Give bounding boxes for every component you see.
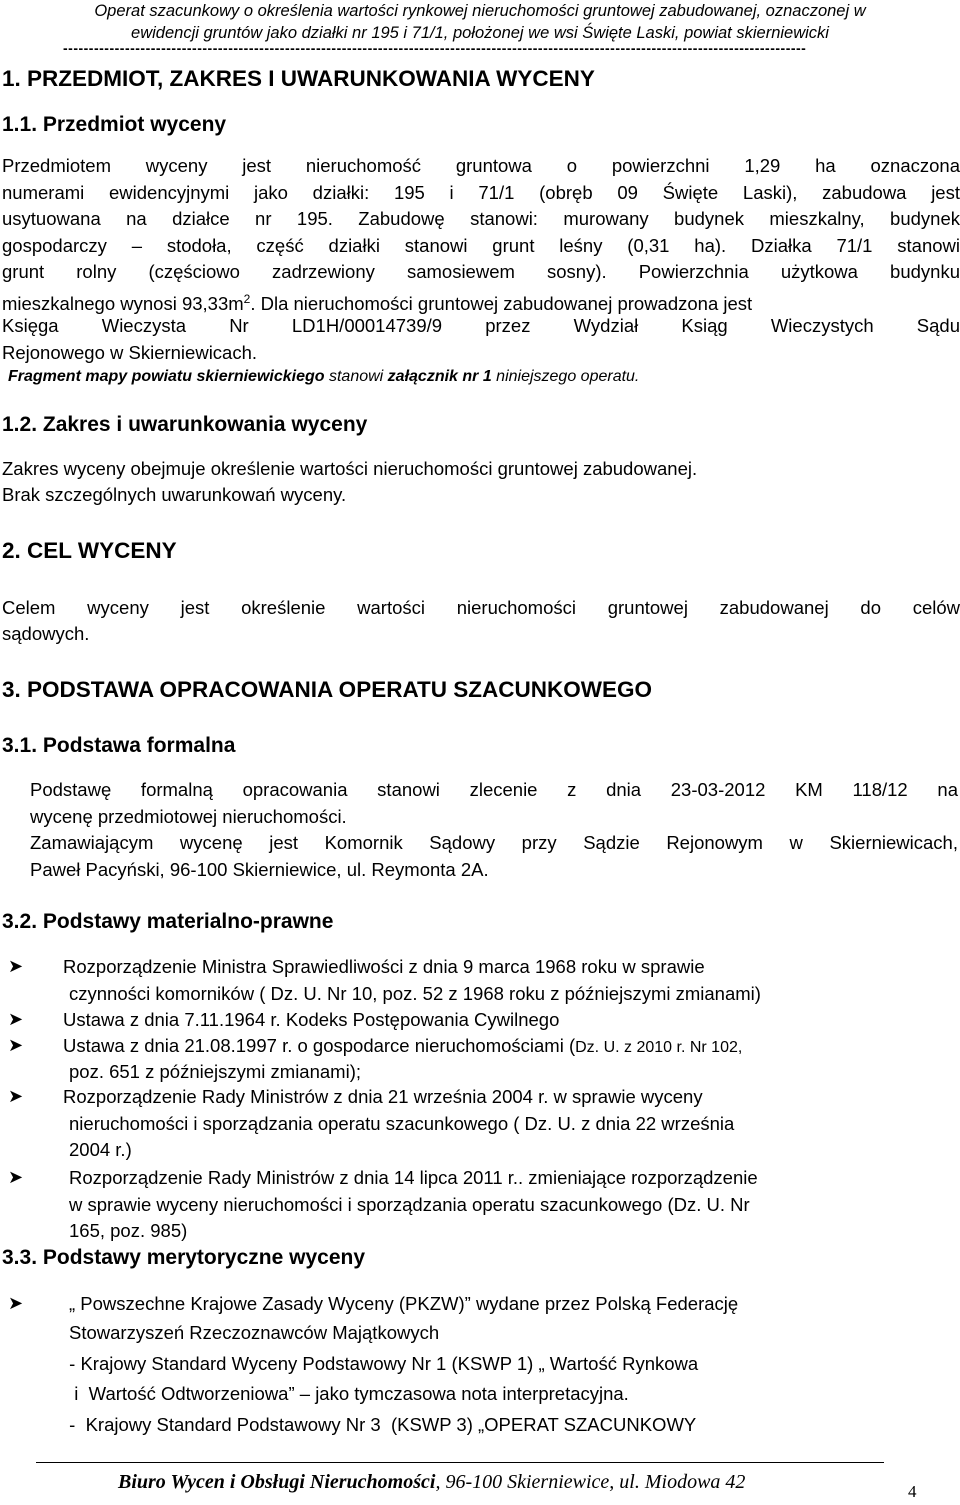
paragraph-line: wycenę przedmiotowej nieruchomości. <box>30 806 347 827</box>
footer-rule <box>36 1462 884 1463</box>
arrowhead-bullet-icon: ➤ <box>8 1293 24 1313</box>
section-1-2-heading: 1.2. Zakres i uwarunkowania wyceny <box>2 413 368 436</box>
section-3-1-heading: 3.1. Podstawa formalna <box>2 734 236 757</box>
note-text-end: niniejszego operatu. <box>491 368 640 385</box>
paragraph-line: Zakres wyceny obejmuje określenie wartości nieruchomości gruntowej zabudowanej. <box>2 458 698 479</box>
paragraph-line: Przedmiotem wyceny jest nieruchomość gruntowa o powierzchni 1,29 ha oznaczona <box>2 155 960 176</box>
bullet-text-cont: poz. 651 z późniejszymi zmianami); <box>69 1061 361 1082</box>
note-text: stanowi <box>324 368 388 385</box>
bullet-text-cont: 165, poz. 985) <box>69 1220 188 1241</box>
paragraph-line: Podstawę formalną opracowania stanowi zlecenie z dnia 23-03-2012 KM 118/12 na <box>30 779 958 800</box>
footer-company: Biuro Wycen i Obsługi Nieruchomości <box>118 1471 436 1493</box>
bullet-text: „ Powszechne Krajowe Zasady Wyceny (PKZW)” wydane przez Polską Federację <box>69 1293 739 1314</box>
bullet-text: Ustawa z dnia 7.11.1964 r. Kodeks Postępowania Cywilnego <box>63 1009 560 1030</box>
bullet-text-cont: nieruchomości i sporządzania operatu szacunkowego ( Dz. U. z dnia 22 września <box>69 1113 735 1134</box>
page-number: 4 <box>908 1482 917 1501</box>
footer <box>118 1471 745 1494</box>
section-3-2-heading: 3.2. Podstawy materialno-prawne <box>2 910 334 933</box>
bullet-text: Rozporządzenie Ministra Sprawiedliwości z dnia 9 marca 1968 roku w sprawie <box>63 956 705 977</box>
running-header-line-2: ewidencji gruntów jako działki nr 195 i 71/1, położonej we wsi Święte Laski, powiat skierniewicki <box>131 24 829 42</box>
section-1-1-heading: 1.1. Przedmiot wyceny <box>2 113 227 136</box>
arrowhead-bullet-icon: ➤ <box>8 1009 24 1029</box>
attachment-note <box>8 368 639 386</box>
standard-line: - Krajowy Standard Wyceny Podstawowy Nr 1 (KSWP 1) „ Wartość Rynkowa <box>64 1353 699 1374</box>
paragraph-line: sądowych. <box>2 623 90 644</box>
bullet-text-cont: 2004 r.) <box>69 1139 132 1160</box>
header-dashed-rule: ------------------------------------------------------------------------------------------------------------------------------------------------ <box>63 40 807 56</box>
bullet-text: Ustawa z dnia 21.08.1997 r. o gospodarce nieruchomościami ( <box>63 1035 576 1056</box>
arrowhead-bullet-icon: ➤ <box>8 1035 24 1055</box>
arrowhead-bullet-icon: ➤ <box>8 1167 24 1187</box>
paragraph-line: Zamawiającym wycenę jest Komornik Sądowy przy Sądzie Rejonowym w Skierniewicach, <box>30 832 958 853</box>
section-3-heading: 3. PODSTAWA OPRACOWANIA OPERATU SZACUNKOWEGO <box>2 677 653 702</box>
bullet-text: Rozporządzenie Rady Ministrów z dnia 14 lipca 2011 r.. zmieniające rozporządzenie <box>69 1167 758 1188</box>
paragraph-line: Celem wyceny jest określenie wartości nieruchomości gruntowej zabudowanej do celów <box>2 597 960 618</box>
footer-address: , 96-100 Skierniewice, ul. Miodowa 42 <box>435 1471 746 1493</box>
section-3-3-heading: 3.3. Podstawy merytoryczne wyceny <box>2 1246 365 1269</box>
paragraph-line: Brak szczególnych uwarunkowań wyceny. <box>2 484 347 505</box>
bullet-text-small: Dz. U. z 2010 r. Nr 102, <box>575 1039 743 1056</box>
superscript-2: 2 <box>243 292 251 306</box>
paragraph-line: gospodarczy – stodoła, część działki stanowi grunt leśny (0,31 ha). Działka 71/1 stanowi <box>2 235 960 256</box>
paragraph-line: Rejonowego w Skierniewicach. <box>2 342 258 363</box>
note-bold: Fragment mapy powiatu skierniewickiego <box>8 368 325 385</box>
bullet-text-cont: czynności komorników ( Dz. U. Nr 10, poz. 52 z 1968 roku z późniejszymi zmianami) <box>69 983 761 1004</box>
paragraph-line: grunt rolny (częściowo zadrzewiony samosiewem sosny). Powierzchnia użytkowa budynku <box>2 261 960 282</box>
arrowhead-bullet-icon: ➤ <box>8 1086 24 1106</box>
paragraph-text: . Dla nieruchomości gruntowej zabudowanej prowadzona jest <box>250 293 753 315</box>
arrowhead-bullet-icon: ➤ <box>8 956 24 976</box>
note-bold-2: załącznik nr 1 <box>387 368 492 385</box>
bullet-text-cont: w sprawie wyceny nieruchomości i sporządzania operatu szacunkowego (Dz. U. Nr <box>69 1194 750 1215</box>
standard-line: i Wartość Odtworzeniowa” – jako tymczasowa nota interpretacyjna. <box>64 1383 629 1404</box>
paragraph-line: numerami ewidencyjnymi jako działki: 195 i 71/1 (obręb 09 Święte Laski), zabudowa jest <box>2 182 960 203</box>
running-header-line-1: Operat szacunkowy o określenia wartości rynkowej nieruchomości gruntowej zabudowanej, oznaczonej w <box>94 2 866 20</box>
paragraph-line: Księga Wieczysta Nr LD1H/00014739/9 przez Wydział Ksiąg Wieczystych Sądu <box>2 315 960 336</box>
bullet-text-cont: Stowarzyszeń Rzeczoznawców Majątkowych <box>69 1322 440 1343</box>
paragraph-line: usytuowana na działce nr 195. Zabudowę stanowi: murowany budynek mieszkalny, budynek <box>2 208 960 229</box>
standard-line: - Krajowy Standard Podstawowy Nr 3 (KSWP 3) „OPERAT SZACUNKOWY <box>64 1414 697 1435</box>
section-1-heading: 1. PRZEDMIOT, ZAKRES I UWARUNKOWANIA WYCENY <box>2 66 595 91</box>
paragraph-text: mieszkalnego wynosi 93,33m <box>2 293 244 315</box>
paragraph-line: Paweł Pacyński, 96-100 Skierniewice, ul. Reymonta 2A. <box>30 859 489 880</box>
bullet-text-area <box>63 1033 742 1061</box>
section-2-heading: 2. CEL WYCENY <box>2 538 177 563</box>
bullet-text: Rozporządzenie Rady Ministrów z dnia 21 września 2004 r. w sprawie wyceny <box>63 1086 703 1107</box>
